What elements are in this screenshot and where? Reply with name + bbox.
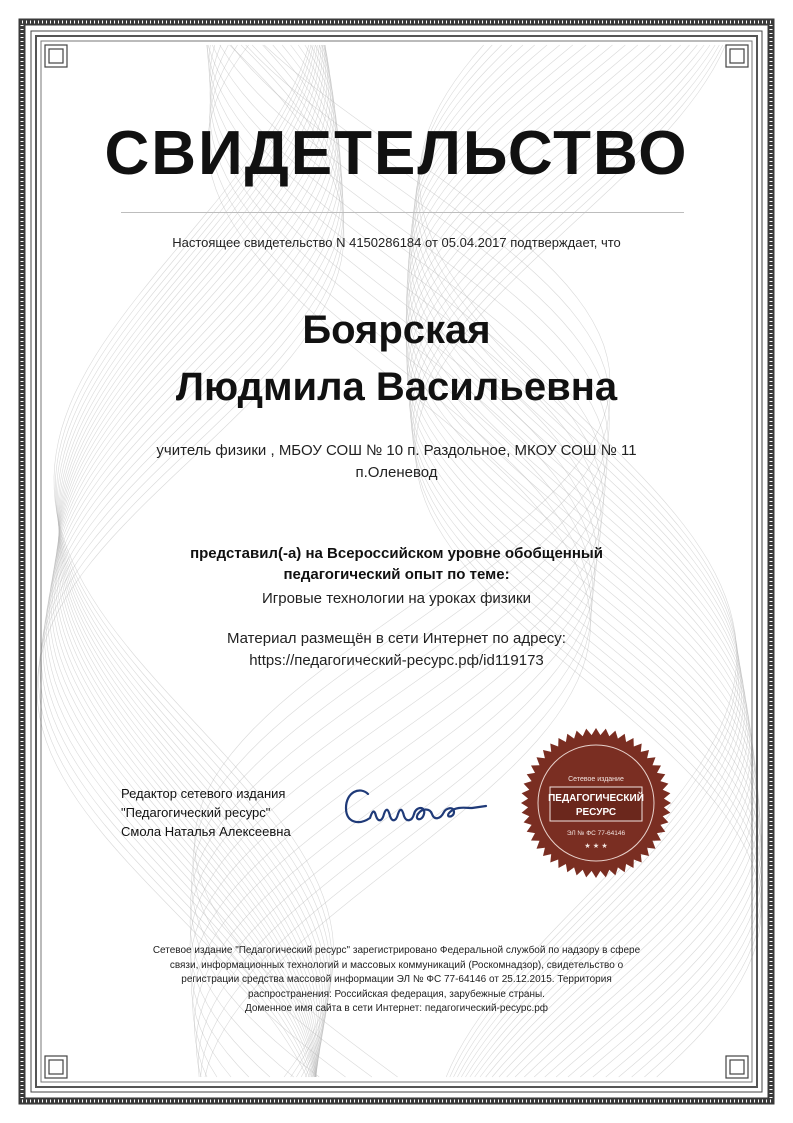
position-line-2: п.Оленевод [355,464,438,481]
recipient-given-names: Людмила Васильевна [175,365,618,409]
seal-name-line-1: ПЕДАГОГИЧЕСКИЙ [548,793,644,804]
recipient-position [0,440,793,484]
editor-line-3: Смола Наталья Алексеевна [121,824,291,839]
material-location [0,628,793,672]
material-url: https://педагогический-ресурс.рф/id119173 [249,652,544,669]
publisher-seal [520,727,672,879]
footer-line-3: регистрации средства массовой информации ЭЛ № ФС 77-64146 от 25.12.2015. Территория [181,974,612,985]
footer-line-2: связи, информационных технологий и массовых коммуникаций (Роскомнадзор), свидетельство о [169,959,624,971]
footer-line-1: Сетевое издание "Педагогический ресурс" зарегистрировано Федеральной службой по надзору в сфере [152,945,641,956]
seal-stars: ★ ★ ★ [584,842,608,850]
footer-line-5: Доменное имя сайта в сети Интернет: педагогический-ресурс.рф [244,1003,549,1014]
material-label: Материал размещён в сети Интернет по адресу: [227,630,566,647]
seal-name-line-2: РЕСУРС [575,807,617,818]
statement-line-1: представил(-а) на Всероссийском уровне обобщенный [190,545,603,562]
position-line-1: учитель физики , МБОУ СОШ № 10 п. Раздольное, МКОУ СОШ № 11 [156,442,637,459]
editor-line-1: Редактор сетевого издания [121,786,286,801]
editor-signature [340,778,490,838]
certificate-title: СВИДЕТЕЛЬСТВО [104,119,689,188]
certificate-intro: Настоящее свидетельство N 4150286184 от 05.04.2017 подтверждает, что [172,235,621,250]
title-divider [121,212,684,213]
seal-top-text: Сетевое издание [568,776,624,783]
seal-license: ЭЛ № ФС 77-64146 [566,830,626,837]
experience-topic: Игровые технологии на уроках физики [262,590,531,607]
editor-block [121,784,291,841]
statement [0,543,793,585]
statement-line-2: педагогический опыт по теме: [283,566,510,583]
editor-line-2: "Педагогический ресурс" [121,805,271,820]
recipient-surname: Боярская [302,308,491,352]
registration-footer [0,944,793,1017]
footer-line-4: распространения: Российская федерация, зарубежные страны. [248,988,545,1000]
